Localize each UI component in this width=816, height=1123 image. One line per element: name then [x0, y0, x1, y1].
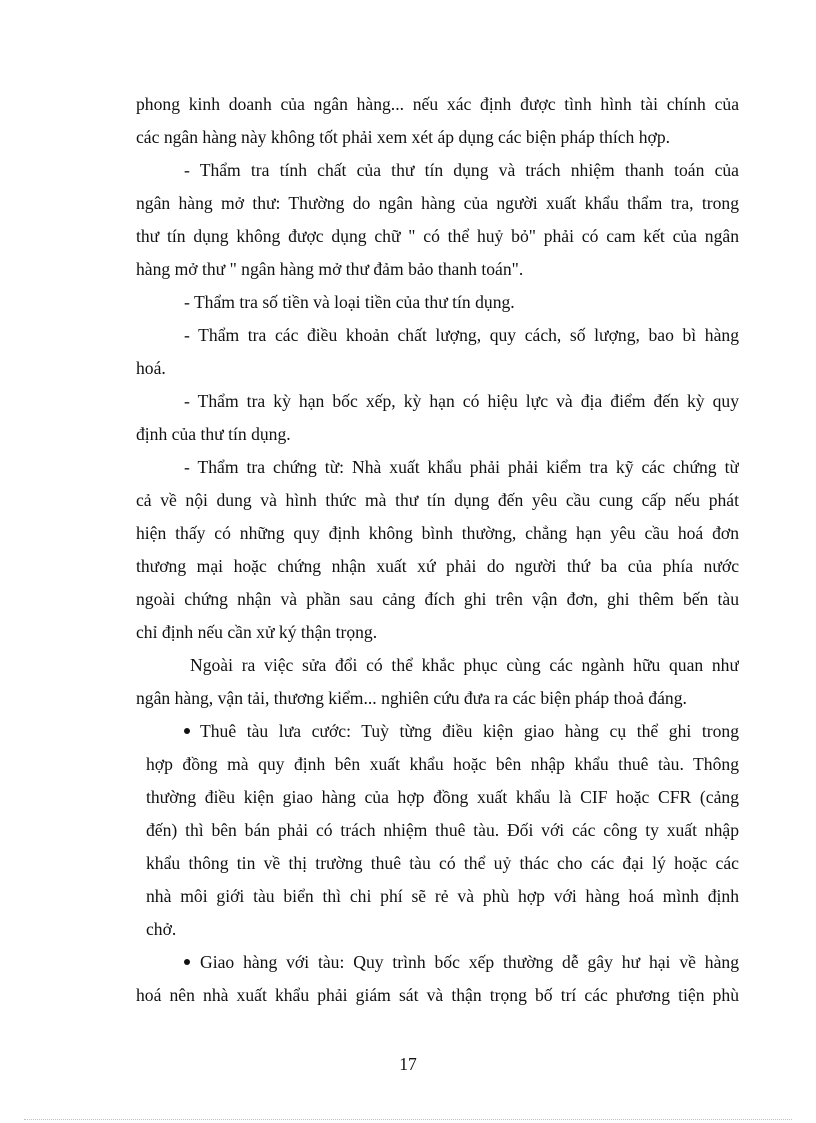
- text-line: - Thẩm tra các điều khoản chất lượng, quy cách, số lượng, bao bì hàng: [184, 325, 739, 345]
- text-line: - Thẩm tra tính chất của thư tín dụng và trách nhiệm thanh toán của: [184, 160, 739, 180]
- text-line: hiện thấy có những quy định không bình thường, chẳng hạn yêu cầu hoá đơn: [136, 523, 739, 543]
- text-line: hợp đồng mà quy định bên xuất khẩu hoặc bên nhập khẩu thuê tàu. Thông: [146, 754, 739, 774]
- bullet-line: [136, 946, 739, 979]
- text-line: nhà môi giới tàu biển thì chi phí sẽ rẻ và phù hợp với hàng hoá mình định: [146, 886, 739, 906]
- text-line: chở.: [146, 919, 177, 939]
- text-line: thường điều kiện giao hàng của hợp đồng xuất khẩu là CIF hoặc CFR (cảng: [146, 787, 739, 807]
- document-body: [136, 88, 739, 1012]
- page-number: 17: [399, 1054, 417, 1074]
- text-line: - Thẩm tra chứng từ: Nhà xuất khẩu phải phải kiểm tra kỹ các chứng từ: [184, 457, 739, 477]
- text-line: cả về nội dung và hình thức mà thư tín dụng đến yêu cầu cung cấp nếu phát: [136, 490, 739, 510]
- bullet-icon: [184, 959, 190, 965]
- text-line: ngân hàng, vận tải, thương kiểm... nghiên cứu đưa ra các biện pháp thoả đáng.: [136, 688, 687, 708]
- text-line: hoá nên nhà xuất khẩu phải giám sát và thận trọng bố trí các phương tiện phù: [136, 985, 739, 1005]
- footer-divider: [24, 1119, 792, 1120]
- text-line: hàng mở thư " ngân hàng mở thư đảm bảo thanh toán".: [136, 259, 524, 279]
- text-line: các ngân hàng này không tốt phải xem xét áp dụng các biện pháp thích hợp.: [136, 127, 671, 147]
- text-line: khẩu thông tin về thị trường thuê tàu có thể uỷ thác cho các đại lý hoặc các: [146, 853, 739, 873]
- text-line: thương mại hoặc chứng nhận xuất xứ phải do người thứ ba của phía nước: [136, 556, 739, 576]
- text-line: thư tín dụng không được dụng chữ " có thể huỷ bỏ" phải có cam kết của ngân: [136, 226, 739, 246]
- text-line: chỉ định nếu cần xử ký thận trọng.: [136, 622, 378, 642]
- bullet-text: Giao hàng với tàu: Quy trình bốc xếp thường dễ gây hư hại về hàng: [200, 952, 739, 972]
- bullet-text: Thuê tàu lưa cước: Tuỳ từng điều kiện giao hàng cụ thể ghi trong: [200, 721, 739, 741]
- text-line: Ngoài ra việc sửa đổi có thể khắc phục cùng các ngành hữu quan như: [190, 655, 739, 675]
- text-line: định của thư tín dụng.: [136, 424, 291, 444]
- bullet-icon: [184, 728, 190, 734]
- text-line: hoá.: [136, 358, 166, 378]
- text-line: - Thẩm tra kỳ hạn bốc xếp, kỳ hạn có hiệu lực và địa điểm đến kỳ quy: [184, 391, 739, 411]
- bullet-line: [136, 715, 739, 748]
- text-line: đến) thì bên bán phải có trách nhiệm thuê tàu. Đối với các công ty xuất nhập: [146, 820, 739, 840]
- text-line: - Thẩm tra số tiền và loại tiền của thư tín dụng.: [184, 292, 515, 312]
- text-line: ngân hàng mở thư: Thường do ngân hàng của người xuất khẩu thẩm tra, trong: [136, 193, 739, 213]
- text-line: ngoài chứng nhận và phần sau cảng đích ghi trên vận đơn, ghi thêm bến tàu: [136, 589, 739, 609]
- text-line: phong kinh doanh của ngân hàng... nếu xác định được tình hình tài chính của: [136, 94, 739, 114]
